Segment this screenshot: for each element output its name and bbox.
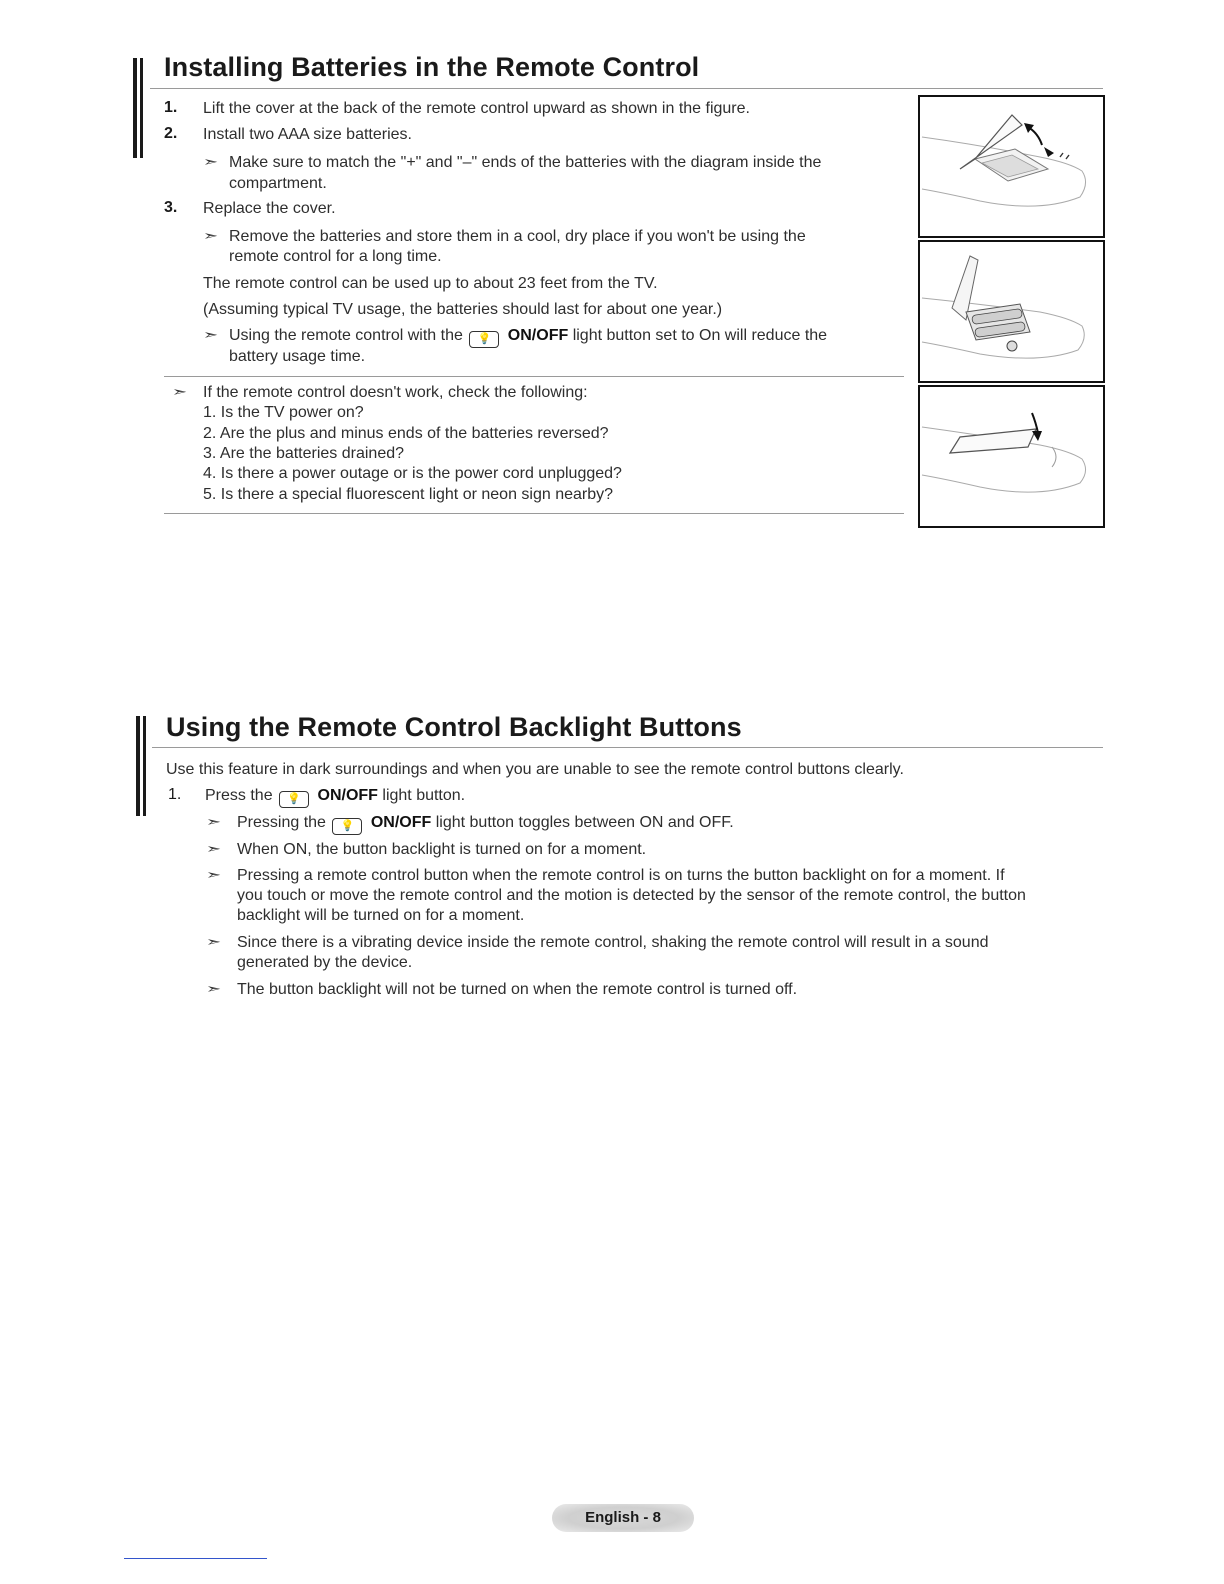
note-text: generated by the device. (237, 954, 413, 971)
page-number-badge: English - 8 (552, 1504, 694, 1532)
note-text-pre: Pressing the (237, 814, 326, 831)
section2-title-rule (152, 747, 1103, 748)
figure-open-cover (918, 95, 1105, 238)
section1-marker (133, 58, 147, 158)
note-text: compartment. (229, 175, 327, 192)
section1-title-rule (150, 88, 1103, 89)
note-text-post: light button set to On will reduce the (572, 327, 828, 344)
step-number: 3. (164, 199, 178, 216)
troubleshoot-item: 2. Are the plus and minus ends of the batteries reversed? (203, 425, 609, 442)
note-text: battery usage time. (229, 348, 366, 365)
step-text-post: light button. (382, 787, 466, 804)
note-arrow-icon: ➣ (202, 327, 219, 342)
note-arrow-icon: ➣ (205, 934, 222, 949)
step-number: 1. (168, 786, 182, 803)
note-arrow-icon: ➣ (202, 228, 219, 243)
note-arrow-icon: ➣ (205, 981, 222, 996)
replace-cover-illustration (920, 387, 1103, 526)
step-text-pre: Press the (205, 787, 273, 804)
note-arrow-icon: ➣ (202, 154, 219, 169)
troubleshoot-item: 5. Is there a special fluorescent light or neon sign nearby? (203, 486, 614, 503)
step-text: Replace the cover. (203, 200, 336, 217)
note-text: Make sure to match the "+" and "–" ends of the batteries with the diagram inside the (229, 154, 822, 171)
footer-link-rule (124, 1558, 267, 1559)
step-text (205, 786, 465, 808)
troubleshoot-item: 1. Is the TV power on? (203, 404, 364, 421)
on-off-label: ON/OFF (507, 327, 569, 344)
note-text: The button backlight will not be turned on when the remote control is turned off. (237, 981, 798, 998)
note-text (229, 326, 827, 348)
section2-intro: Use this feature in dark surroundings and when you are unable to see the remote control buttons clearly. (166, 761, 904, 778)
note-text: Pressing a remote control button when the remote control is on turns the button backlight on for a moment. If (237, 867, 1005, 884)
note-arrow-icon: ➣ (205, 867, 222, 882)
note-text: remote control for a long time. (229, 248, 442, 265)
troubleshoot-item: 4. Is there a power outage or is the power cord unplugged? (203, 465, 622, 482)
note-text-post: light button toggles between ON and OFF. (435, 814, 734, 831)
step-text: Lift the cover at the back of the remote control upward as shown in the figure. (203, 100, 750, 117)
light-button-icon: 💡 (279, 791, 309, 808)
paragraph: (Assuming typical TV usage, the batteries should last for about one year.) (203, 301, 723, 318)
remote-cover-open-illustration (920, 97, 1103, 236)
troubleshoot-bottom-rule (164, 513, 904, 514)
paragraph: The remote control can be used up to about 23 feet from the TV. (203, 275, 658, 292)
on-off-label: ON/OFF (317, 787, 378, 804)
figure-insert-batteries (918, 240, 1105, 383)
note-text-pre: Using the remote control with the (229, 327, 463, 344)
step-number: 2. (164, 125, 178, 142)
step-text: Install two AAA size batteries. (203, 126, 412, 143)
troubleshoot-intro: If the remote control doesn't work, check the following: (203, 384, 588, 401)
figure-replace-cover (918, 385, 1105, 528)
troubleshoot-top-rule (164, 376, 904, 377)
note-text: you touch or move the remote control and the motion is detected by the sensor of the remote control, the button (237, 887, 1026, 904)
note-arrow-icon: ➣ (205, 814, 222, 829)
batteries-inserted-illustration (920, 242, 1103, 381)
note-arrow-icon: ➣ (171, 384, 188, 399)
troubleshoot-item: 3. Are the batteries drained? (203, 445, 405, 462)
light-button-icon: 💡 (332, 818, 362, 835)
note-text (237, 813, 734, 835)
section2-title: Using the Remote Control Backlight Buttons (166, 712, 742, 742)
note-text: Since there is a vibrating device inside the remote control, shaking the remote control will result in a sound (237, 934, 989, 951)
note-text: Remove the batteries and store them in a cool, dry place if you won't be using the (229, 228, 806, 245)
step-number: 1. (164, 99, 178, 116)
note-text: When ON, the button backlight is turned on for a moment. (237, 841, 647, 858)
on-off-label: ON/OFF (370, 814, 432, 831)
section1-title: Installing Batteries in the Remote Control (164, 52, 700, 82)
note-text: backlight will be turned on for a moment. (237, 907, 525, 924)
section2-marker (136, 716, 150, 816)
light-button-icon: 💡 (469, 331, 499, 348)
note-arrow-icon: ➣ (205, 841, 222, 856)
